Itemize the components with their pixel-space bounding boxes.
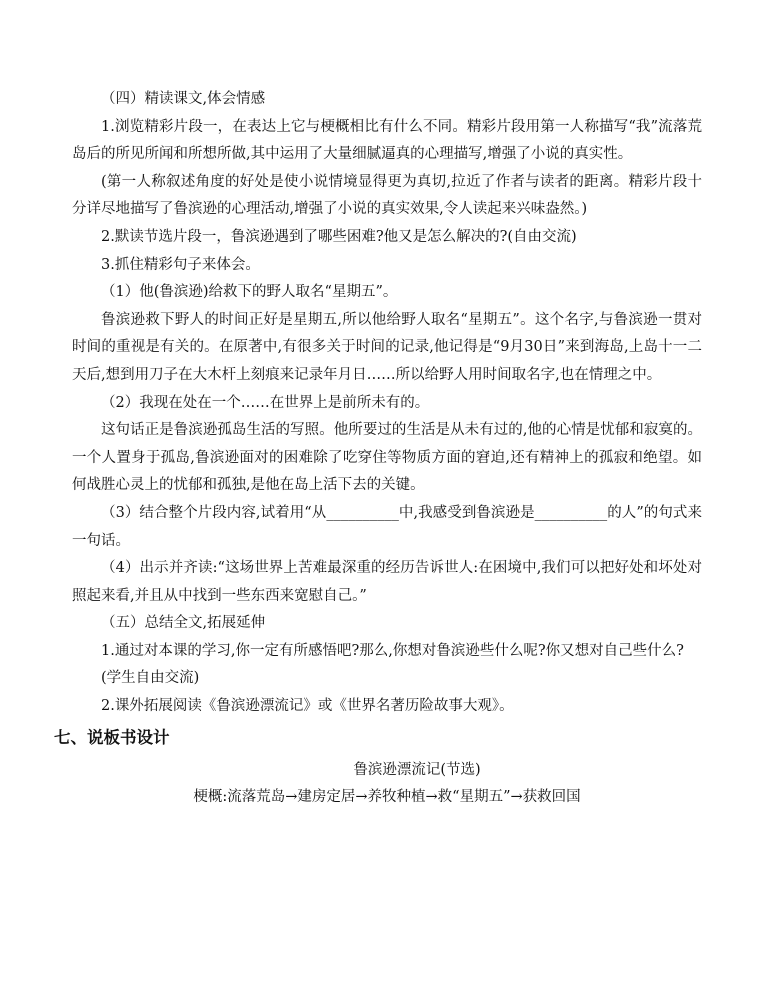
board-summary: 梗概:流落荒岛→建房定居→养牧种植→救“星期五”→获救回国 — [193, 789, 581, 806]
quote-item-2: （2）我现在处在一个……在世界上是前所未有的。 — [101, 394, 430, 411]
paragraph-4: 3.抓住精彩句子来体会。 — [101, 256, 260, 273]
paragraph-1: 1.浏览精彩片段一，在表达上它与梗概相比有什么不同。精彩片段用第一人称描写“我”流落荒岛后的所见所闻和所想所做,其中运用了大量细腻逼真的心理描写,增强了小说的真实性。 — [72, 118, 702, 163]
board-title: 鲁滨逊漂流记(节选) — [353, 761, 481, 778]
subsection-heading-5: （五）总结全文,拓展延伸 — [101, 615, 266, 632]
paragraph-3: 2.默读节选片段一，鲁滨逊遇到了哪些困难?他又是怎么解决的?(自由交流) — [101, 228, 577, 245]
paragraph-5: 鲁滨逊救下野人的时间正好是星期五,所以他给野人取名“星期五”。这个名字,与鲁滨逊一贯对时间的重视是有关的。在原著中,有很多关于时间的记录,他记得是“9月30日”来到海岛,上岛十一二天后,想到用刀子在大木杆上刻痕来记录年月日……所以给野人用时间取名字,也在情理之中。 — [72, 311, 702, 383]
paragraph-8: (学生自由交流) — [101, 670, 200, 687]
subsection-heading-4: （四）精读课文,体会情感 — [101, 91, 266, 107]
paragraph-9: 2.课外拓展阅读《鲁滨逊漂流记》或《世界名著历险故事大观》。 — [101, 698, 514, 715]
paragraph-2: (第一人称叙述角度的好处是使小说情境显得更为真切,拉近了作者与读者的距离。精彩片段十分详尽地描写了鲁滨逊的心理活动,增强了小说的真实效果,令人读起来兴味盎然。) — [72, 173, 702, 218]
quote-item-1: （1）他(鲁滨逊)给救下的野人取名“星期五”。 — [101, 284, 398, 301]
section-heading: 七、说板书设计 — [54, 727, 170, 747]
quote-item-3: （3）结合整个片段内容,试着用“从__________中,我感受到鲁滨逊是__________的人”的句式来一句话。 — [72, 504, 702, 549]
paragraph-7: 1.通过对本课的学习,你一定有所感悟吧?那么,你想对鲁滨逊些什么呢?你又想对自己些什么? — [101, 642, 684, 659]
paragraph-6: 这句话正是鲁滨逊孤岛生活的写照。他所要过的生活是从未有过的,他的心情是忧郁和寂寞的。一个人置身于孤岛,鲁滨逊面对的困难除了吃穿住等物质方面的窘迫,还有精神上的孤寂和绝望。如何战胜心灵上的忧郁和孤独,是他在岛上活下去的关键。 — [72, 422, 702, 494]
quote-item-4: （4）出示并齐读:“这场世界上苦难最深重的经历告诉世人:在困境中,我们可以把好处和坏处对照起来看,并且从中找到一些东西来宽慰自己。” — [72, 560, 702, 604]
document-page — [54, 86, 702, 812]
